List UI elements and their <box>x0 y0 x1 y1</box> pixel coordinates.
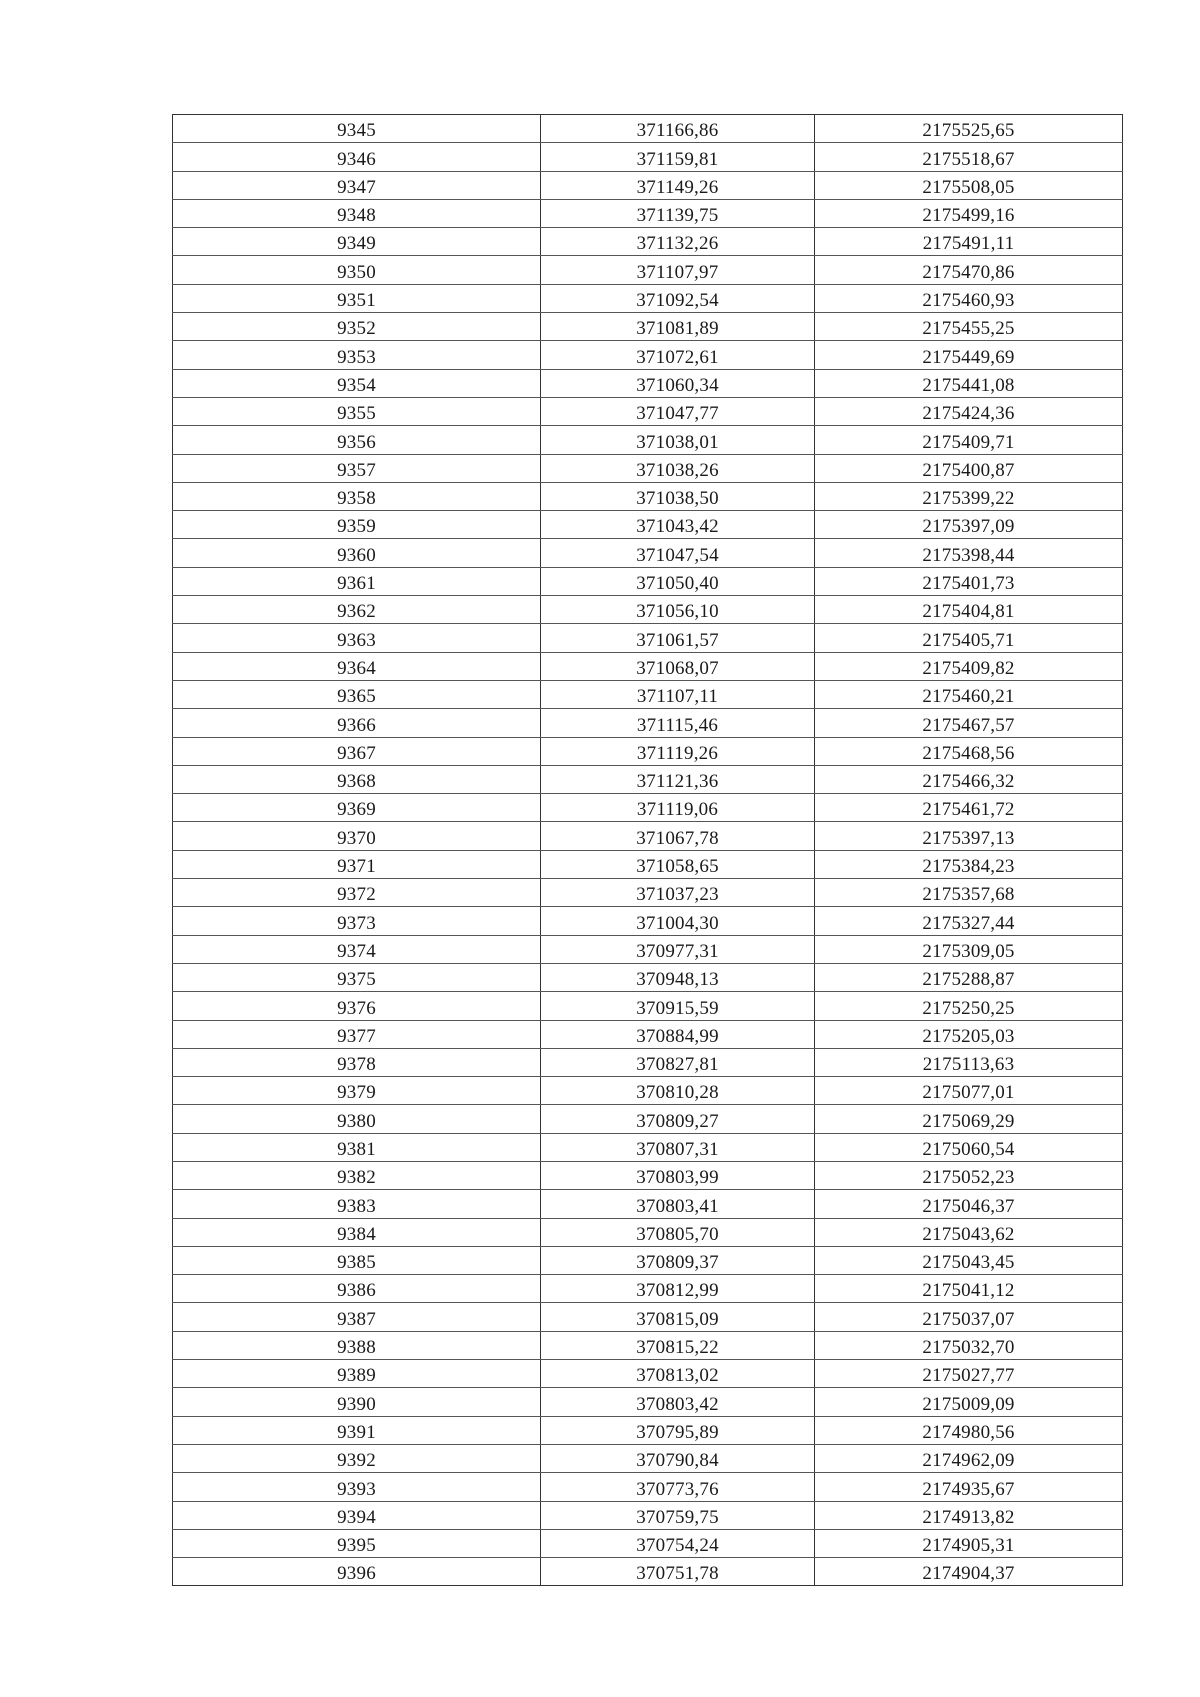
point-number-cell: 9354 <box>173 369 541 397</box>
y-coordinate-cell: 2175077,01 <box>815 1077 1123 1105</box>
point-number-cell: 9376 <box>173 992 541 1020</box>
point-number-cell: 9391 <box>173 1416 541 1444</box>
point-number-cell: 9395 <box>173 1529 541 1557</box>
x-coordinate-cell: 370803,99 <box>541 1161 815 1189</box>
y-coordinate-cell: 2175009,09 <box>815 1388 1123 1416</box>
x-coordinate-cell: 371060,34 <box>541 369 815 397</box>
point-number-cell: 9390 <box>173 1388 541 1416</box>
coordinates-table <box>172 114 1123 1586</box>
point-number-cell: 9367 <box>173 737 541 765</box>
x-coordinate-cell: 370795,89 <box>541 1416 815 1444</box>
table-row <box>173 737 1123 765</box>
x-coordinate-cell: 371038,50 <box>541 482 815 510</box>
table-row <box>173 1077 1123 1105</box>
x-coordinate-cell: 370884,99 <box>541 1020 815 1048</box>
y-coordinate-cell: 2174980,56 <box>815 1416 1123 1444</box>
table-row <box>173 1529 1123 1557</box>
table-row <box>173 850 1123 878</box>
point-number-cell: 9392 <box>173 1444 541 1472</box>
point-number-cell: 9377 <box>173 1020 541 1048</box>
point-number-cell: 9351 <box>173 284 541 312</box>
point-number-cell: 9394 <box>173 1501 541 1529</box>
x-coordinate-cell: 370803,41 <box>541 1190 815 1218</box>
table-row <box>173 341 1123 369</box>
y-coordinate-cell: 2175384,23 <box>815 850 1123 878</box>
y-coordinate-cell: 2175027,77 <box>815 1360 1123 1388</box>
x-coordinate-cell: 371038,01 <box>541 426 815 454</box>
y-coordinate-cell: 2175449,69 <box>815 341 1123 369</box>
x-coordinate-cell: 371047,77 <box>541 397 815 425</box>
table-row <box>173 624 1123 652</box>
table-row <box>173 426 1123 454</box>
table-row <box>173 284 1123 312</box>
table-row <box>173 1558 1123 1586</box>
y-coordinate-cell: 2175043,45 <box>815 1246 1123 1274</box>
point-number-cell: 9373 <box>173 907 541 935</box>
point-number-cell: 9362 <box>173 596 541 624</box>
point-number-cell: 9346 <box>173 143 541 171</box>
table-row <box>173 652 1123 680</box>
point-number-cell: 9363 <box>173 624 541 652</box>
y-coordinate-cell: 2175205,03 <box>815 1020 1123 1048</box>
table-row <box>173 1133 1123 1161</box>
table-row <box>173 171 1123 199</box>
table-row <box>173 680 1123 708</box>
table-row <box>173 1303 1123 1331</box>
y-coordinate-cell: 2175397,13 <box>815 822 1123 850</box>
y-coordinate-cell: 2175046,37 <box>815 1190 1123 1218</box>
point-number-cell: 9366 <box>173 709 541 737</box>
x-coordinate-cell: 370809,27 <box>541 1105 815 1133</box>
point-number-cell: 9396 <box>173 1558 541 1586</box>
y-coordinate-cell: 2175041,12 <box>815 1275 1123 1303</box>
y-coordinate-cell: 2175069,29 <box>815 1105 1123 1133</box>
x-coordinate-cell: 371092,54 <box>541 284 815 312</box>
y-coordinate-cell: 2175525,65 <box>815 115 1123 143</box>
y-coordinate-cell: 2175404,81 <box>815 596 1123 624</box>
y-coordinate-cell: 2175409,82 <box>815 652 1123 680</box>
y-coordinate-cell: 2175052,23 <box>815 1161 1123 1189</box>
table-row <box>173 822 1123 850</box>
point-number-cell: 9371 <box>173 850 541 878</box>
table-row <box>173 935 1123 963</box>
y-coordinate-cell: 2174913,82 <box>815 1501 1123 1529</box>
y-coordinate-cell: 2174904,37 <box>815 1558 1123 1586</box>
table-row <box>173 199 1123 227</box>
y-coordinate-cell: 2175461,72 <box>815 794 1123 822</box>
y-coordinate-cell: 2175398,44 <box>815 539 1123 567</box>
x-coordinate-cell: 371121,36 <box>541 765 815 793</box>
x-coordinate-cell: 371050,40 <box>541 567 815 595</box>
point-number-cell: 9381 <box>173 1133 541 1161</box>
table-row <box>173 963 1123 991</box>
point-number-cell: 9374 <box>173 935 541 963</box>
point-number-cell: 9355 <box>173 397 541 425</box>
y-coordinate-cell: 2175466,32 <box>815 765 1123 793</box>
y-coordinate-cell: 2175409,71 <box>815 426 1123 454</box>
table-row <box>173 1501 1123 1529</box>
table-row <box>173 1360 1123 1388</box>
coordinates-table-body <box>173 115 1123 1586</box>
y-coordinate-cell: 2175499,16 <box>815 199 1123 227</box>
x-coordinate-cell: 370813,02 <box>541 1360 815 1388</box>
point-number-cell: 9347 <box>173 171 541 199</box>
x-coordinate-cell: 371068,07 <box>541 652 815 680</box>
x-coordinate-cell: 371047,54 <box>541 539 815 567</box>
x-coordinate-cell: 370773,76 <box>541 1473 815 1501</box>
point-number-cell: 9386 <box>173 1275 541 1303</box>
table-row <box>173 539 1123 567</box>
x-coordinate-cell: 371159,81 <box>541 143 815 171</box>
y-coordinate-cell: 2175460,93 <box>815 284 1123 312</box>
point-number-cell: 9345 <box>173 115 541 143</box>
table-row <box>173 228 1123 256</box>
point-number-cell: 9350 <box>173 256 541 284</box>
table-row <box>173 879 1123 907</box>
y-coordinate-cell: 2175037,07 <box>815 1303 1123 1331</box>
x-coordinate-cell: 370803,42 <box>541 1388 815 1416</box>
point-number-cell: 9382 <box>173 1161 541 1189</box>
point-number-cell: 9385 <box>173 1246 541 1274</box>
point-number-cell: 9375 <box>173 963 541 991</box>
x-coordinate-cell: 371004,30 <box>541 907 815 935</box>
table-row <box>173 454 1123 482</box>
y-coordinate-cell: 2174905,31 <box>815 1529 1123 1557</box>
y-coordinate-cell: 2175250,25 <box>815 992 1123 1020</box>
y-coordinate-cell: 2175455,25 <box>815 313 1123 341</box>
x-coordinate-cell: 371139,75 <box>541 199 815 227</box>
y-coordinate-cell: 2175043,62 <box>815 1218 1123 1246</box>
y-coordinate-cell: 2175441,08 <box>815 369 1123 397</box>
point-number-cell: 9349 <box>173 228 541 256</box>
point-number-cell: 9370 <box>173 822 541 850</box>
x-coordinate-cell: 371072,61 <box>541 341 815 369</box>
x-coordinate-cell: 370827,81 <box>541 1048 815 1076</box>
y-coordinate-cell: 2175405,71 <box>815 624 1123 652</box>
point-number-cell: 9364 <box>173 652 541 680</box>
point-number-cell: 9360 <box>173 539 541 567</box>
table-row <box>173 1048 1123 1076</box>
x-coordinate-cell: 370812,99 <box>541 1275 815 1303</box>
point-number-cell: 9353 <box>173 341 541 369</box>
y-coordinate-cell: 2175508,05 <box>815 171 1123 199</box>
table-row <box>173 1275 1123 1303</box>
x-coordinate-cell: 370805,70 <box>541 1218 815 1246</box>
y-coordinate-cell: 2175424,36 <box>815 397 1123 425</box>
x-coordinate-cell: 371067,78 <box>541 822 815 850</box>
table-row <box>173 115 1123 143</box>
y-coordinate-cell: 2175327,44 <box>815 907 1123 935</box>
x-coordinate-cell: 371081,89 <box>541 313 815 341</box>
y-coordinate-cell: 2175401,73 <box>815 567 1123 595</box>
y-coordinate-cell: 2175460,21 <box>815 680 1123 708</box>
x-coordinate-cell: 370915,59 <box>541 992 815 1020</box>
point-number-cell: 9348 <box>173 199 541 227</box>
table-row <box>173 992 1123 1020</box>
x-coordinate-cell: 370759,75 <box>541 1501 815 1529</box>
y-coordinate-cell: 2175399,22 <box>815 482 1123 510</box>
y-coordinate-cell: 2175309,05 <box>815 935 1123 963</box>
x-coordinate-cell: 370807,31 <box>541 1133 815 1161</box>
table-row <box>173 765 1123 793</box>
y-coordinate-cell: 2174935,67 <box>815 1473 1123 1501</box>
point-number-cell: 9389 <box>173 1360 541 1388</box>
x-coordinate-cell: 370751,78 <box>541 1558 815 1586</box>
x-coordinate-cell: 371056,10 <box>541 596 815 624</box>
x-coordinate-cell: 370810,28 <box>541 1077 815 1105</box>
x-coordinate-cell: 371107,97 <box>541 256 815 284</box>
x-coordinate-cell: 371043,42 <box>541 511 815 539</box>
table-row <box>173 369 1123 397</box>
point-number-cell: 9357 <box>173 454 541 482</box>
table-row <box>173 511 1123 539</box>
x-coordinate-cell: 370948,13 <box>541 963 815 991</box>
y-coordinate-cell: 2175467,57 <box>815 709 1123 737</box>
y-coordinate-cell: 2175468,56 <box>815 737 1123 765</box>
y-coordinate-cell: 2175357,68 <box>815 879 1123 907</box>
point-number-cell: 9356 <box>173 426 541 454</box>
x-coordinate-cell: 371132,26 <box>541 228 815 256</box>
point-number-cell: 9387 <box>173 1303 541 1331</box>
point-number-cell: 9388 <box>173 1331 541 1359</box>
y-coordinate-cell: 2175470,86 <box>815 256 1123 284</box>
table-row <box>173 482 1123 510</box>
point-number-cell: 9352 <box>173 313 541 341</box>
table-row <box>173 1246 1123 1274</box>
point-number-cell: 9378 <box>173 1048 541 1076</box>
x-coordinate-cell: 371166,86 <box>541 115 815 143</box>
y-coordinate-cell: 2175518,67 <box>815 143 1123 171</box>
point-number-cell: 9358 <box>173 482 541 510</box>
point-number-cell: 9369 <box>173 794 541 822</box>
table-row <box>173 1416 1123 1444</box>
point-number-cell: 9379 <box>173 1077 541 1105</box>
point-number-cell: 9380 <box>173 1105 541 1133</box>
point-number-cell: 9372 <box>173 879 541 907</box>
table-row <box>173 1161 1123 1189</box>
table-row <box>173 596 1123 624</box>
table-row <box>173 256 1123 284</box>
table-row <box>173 1190 1123 1218</box>
table-row <box>173 794 1123 822</box>
table-row <box>173 313 1123 341</box>
table-row <box>173 1020 1123 1048</box>
table-row <box>173 1473 1123 1501</box>
x-coordinate-cell: 370977,31 <box>541 935 815 963</box>
x-coordinate-cell: 370809,37 <box>541 1246 815 1274</box>
x-coordinate-cell: 371119,06 <box>541 794 815 822</box>
x-coordinate-cell: 371061,57 <box>541 624 815 652</box>
table-row <box>173 907 1123 935</box>
x-coordinate-cell: 371037,23 <box>541 879 815 907</box>
point-number-cell: 9393 <box>173 1473 541 1501</box>
table-row <box>173 397 1123 425</box>
x-coordinate-cell: 371107,11 <box>541 680 815 708</box>
x-coordinate-cell: 370815,09 <box>541 1303 815 1331</box>
point-number-cell: 9368 <box>173 765 541 793</box>
y-coordinate-cell: 2174962,09 <box>815 1444 1123 1472</box>
table-row <box>173 567 1123 595</box>
x-coordinate-cell: 371115,46 <box>541 709 815 737</box>
x-coordinate-cell: 370754,24 <box>541 1529 815 1557</box>
x-coordinate-cell: 370790,84 <box>541 1444 815 1472</box>
x-coordinate-cell: 371038,26 <box>541 454 815 482</box>
point-number-cell: 9383 <box>173 1190 541 1218</box>
x-coordinate-cell: 371058,65 <box>541 850 815 878</box>
point-number-cell: 9365 <box>173 680 541 708</box>
y-coordinate-cell: 2175400,87 <box>815 454 1123 482</box>
point-number-cell: 9384 <box>173 1218 541 1246</box>
table-row <box>173 1444 1123 1472</box>
table-row <box>173 1331 1123 1359</box>
table-row <box>173 143 1123 171</box>
y-coordinate-cell: 2175491,11 <box>815 228 1123 256</box>
x-coordinate-cell: 371119,26 <box>541 737 815 765</box>
table-row <box>173 1388 1123 1416</box>
point-number-cell: 9361 <box>173 567 541 595</box>
y-coordinate-cell: 2175113,63 <box>815 1048 1123 1076</box>
y-coordinate-cell: 2175288,87 <box>815 963 1123 991</box>
y-coordinate-cell: 2175060,54 <box>815 1133 1123 1161</box>
y-coordinate-cell: 2175397,09 <box>815 511 1123 539</box>
y-coordinate-cell: 2175032,70 <box>815 1331 1123 1359</box>
table-row <box>173 1105 1123 1133</box>
table-row <box>173 1218 1123 1246</box>
x-coordinate-cell: 371149,26 <box>541 171 815 199</box>
point-number-cell: 9359 <box>173 511 541 539</box>
table-row <box>173 709 1123 737</box>
x-coordinate-cell: 370815,22 <box>541 1331 815 1359</box>
